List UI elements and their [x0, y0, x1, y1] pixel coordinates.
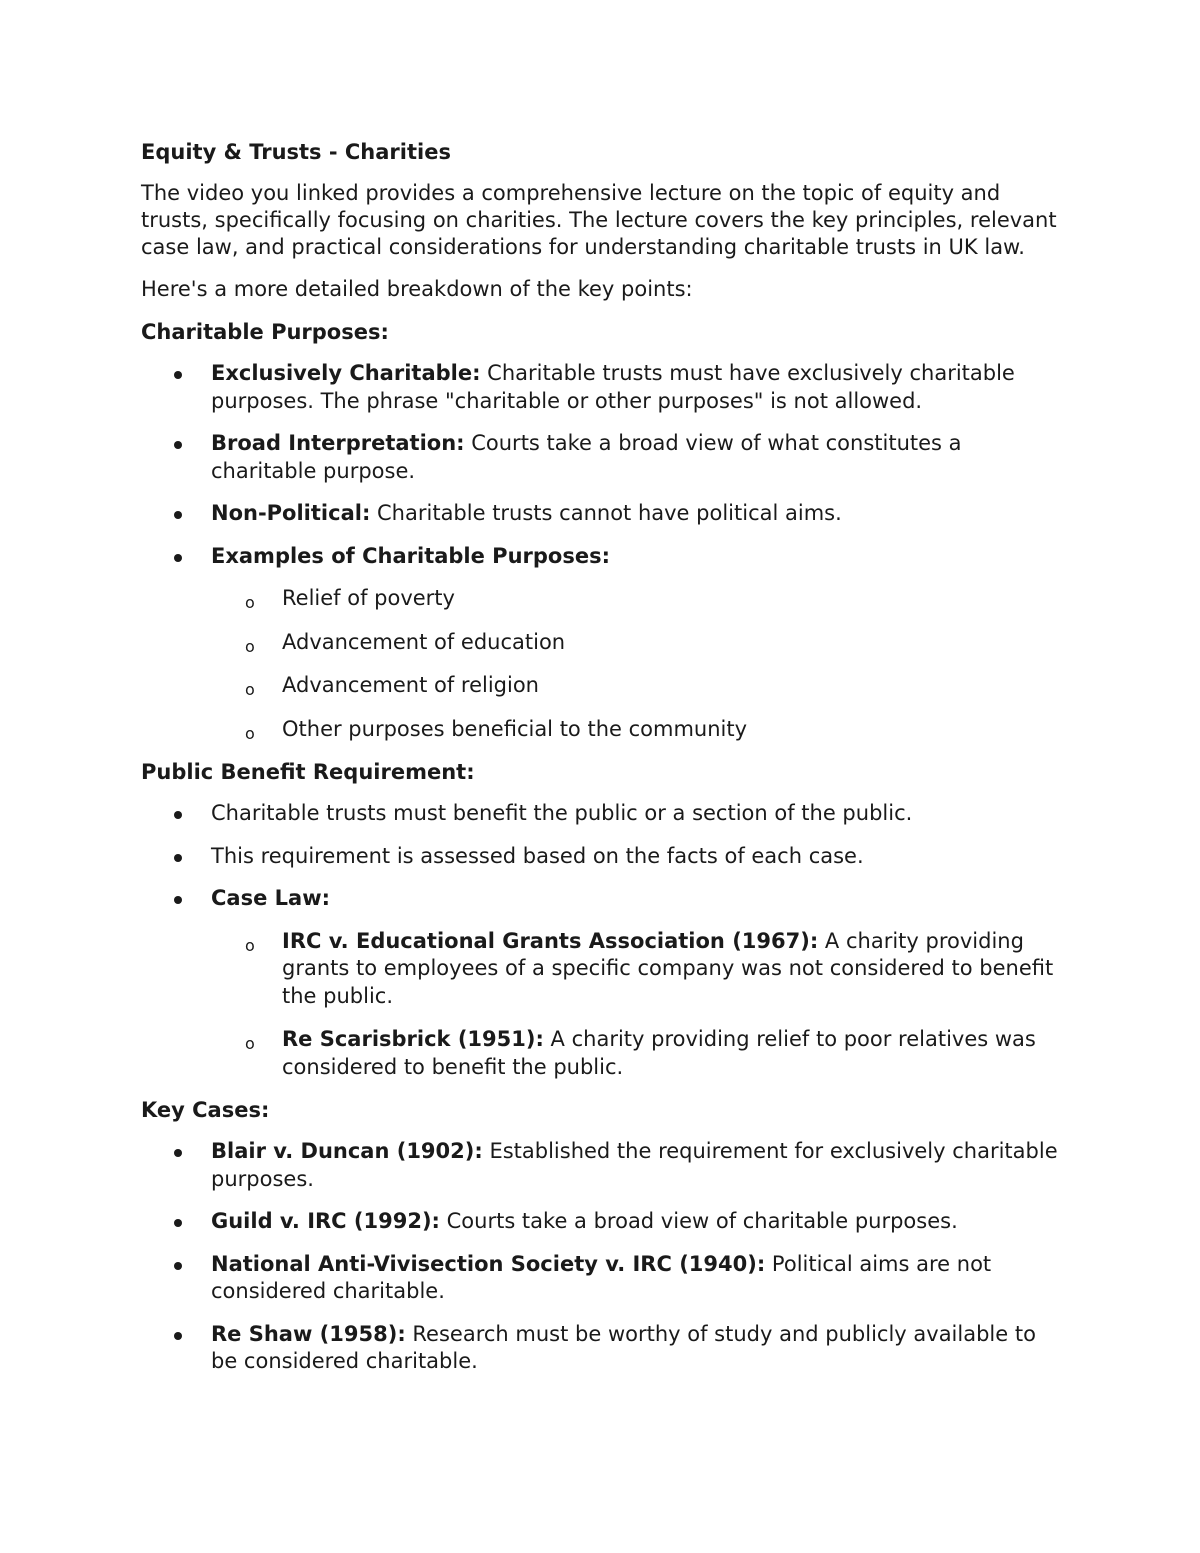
list-item	[141, 1321, 1060, 1376]
item-text: Charitable trusts cannot have political aims.	[370, 501, 842, 525]
sublist-item	[211, 1026, 1060, 1081]
sublist-item	[211, 629, 1060, 657]
list-item	[141, 885, 1060, 1081]
public-benefit-list	[141, 800, 1060, 1081]
list-item	[141, 430, 1060, 485]
sublist-item	[211, 585, 1060, 613]
item-term: Blair v. Duncan (1902):	[211, 1139, 483, 1163]
case-term: Re Scarisbrick (1951):	[282, 1027, 544, 1051]
case-text: A charity providing grants to employees of a specific company was not considered to benefit the public.	[282, 928, 1054, 1008]
sublist-item	[211, 672, 1060, 700]
circle-bullet-icon: o	[245, 593, 255, 612]
circle-bullet-icon: o	[245, 723, 255, 743]
item-term: National Anti-Vivisection Society v. IRC (1940):	[211, 1251, 766, 1276]
item-text: Courts take a broad view of what constitutes a charitable purpose.	[211, 431, 962, 483]
list-item	[141, 1138, 1060, 1193]
item-term: Exclusively Charitable:	[211, 361, 481, 385]
list-item	[141, 500, 1060, 528]
case-text: A charity providing relief to poor relatives was considered to benefit the public.	[282, 1027, 1036, 1079]
bullet-icon	[174, 1219, 182, 1227]
sublist-item-text: Advancement of religion	[282, 673, 539, 697]
sublist-item	[211, 716, 1060, 744]
list-item	[141, 843, 1060, 871]
item-text: This requirement is assessed based on the facts of each case.	[211, 843, 864, 868]
breakdown-paragraph: Here's a more detailed breakdown of the key points:	[141, 277, 693, 301]
page-title: Equity & Trusts - Charities	[141, 140, 451, 164]
item-term: Examples of Charitable Purposes:	[211, 543, 610, 568]
list-item	[141, 543, 1060, 744]
item-text: Courts take a broad view of charitable purposes.	[439, 1209, 958, 1233]
section-heading-public-benefit: Public Benefit Requirement:	[141, 760, 475, 784]
item-text: Established the requirement for exclusively charitable purposes.	[211, 1139, 1058, 1191]
bullet-icon	[174, 1332, 182, 1340]
sublist-item-text: Other purposes beneficial to the community	[282, 716, 748, 741]
item-term: Re Shaw (1958):	[211, 1321, 406, 1346]
key-cases-list	[141, 1138, 1060, 1376]
charitable-purposes-list	[141, 360, 1060, 743]
examples-sublist	[211, 585, 1060, 743]
item-term: Guild v. IRC (1992):	[211, 1209, 440, 1233]
case-law-sublist	[211, 928, 1060, 1082]
bullet-icon	[174, 811, 182, 819]
bullet-icon	[174, 511, 182, 519]
item-term: Non-Political:	[211, 501, 371, 525]
circle-bullet-icon: o	[245, 636, 255, 656]
list-item	[141, 360, 1060, 415]
item-text: Charitable trusts must have exclusively charitable purposes. The phrase "charitable or other purposes" is not allowed.	[211, 361, 1015, 413]
list-item	[141, 1208, 1060, 1236]
item-text: Research must be worthy of study and publicly available to be considered charitable.	[211, 1321, 1036, 1373]
item-text: Political aims are not considered charitable.	[211, 1251, 992, 1303]
section-heading-charitable-purposes: Charitable Purposes:	[141, 320, 389, 344]
bullet-icon	[174, 896, 182, 904]
bullet-icon	[174, 441, 182, 449]
sublist-item	[211, 928, 1060, 1011]
bullet-icon	[174, 371, 182, 379]
item-text: Charitable trusts must benefit the public or a section of the public.	[211, 801, 913, 825]
bullet-icon	[174, 1262, 182, 1270]
circle-bullet-icon: o	[245, 680, 255, 699]
bullet-icon	[174, 854, 182, 862]
intro-paragraph: The video you linked provides a comprehensive lecture on the topic of equity and trusts, specifically focusing on charities. The lecture covers the key principles, relevant case law, and practical considerations for understanding charitable trusts in UK law.	[141, 181, 1057, 259]
bullet-icon	[174, 554, 182, 562]
circle-bullet-icon: o	[245, 935, 255, 955]
item-term: Case Law:	[211, 886, 330, 910]
list-item	[141, 800, 1060, 828]
sublist-item-text: Advancement of education	[282, 629, 566, 654]
circle-bullet-icon: o	[245, 1034, 255, 1053]
section-heading-key-cases: Key Cases:	[141, 1098, 270, 1122]
item-term: Broad Interpretation:	[211, 431, 465, 455]
bullet-icon	[174, 1149, 182, 1157]
case-term: IRC v. Educational Grants Association (1967):	[282, 928, 819, 953]
list-item	[141, 1251, 1060, 1306]
sublist-item-text: Relief of poverty	[282, 586, 455, 610]
